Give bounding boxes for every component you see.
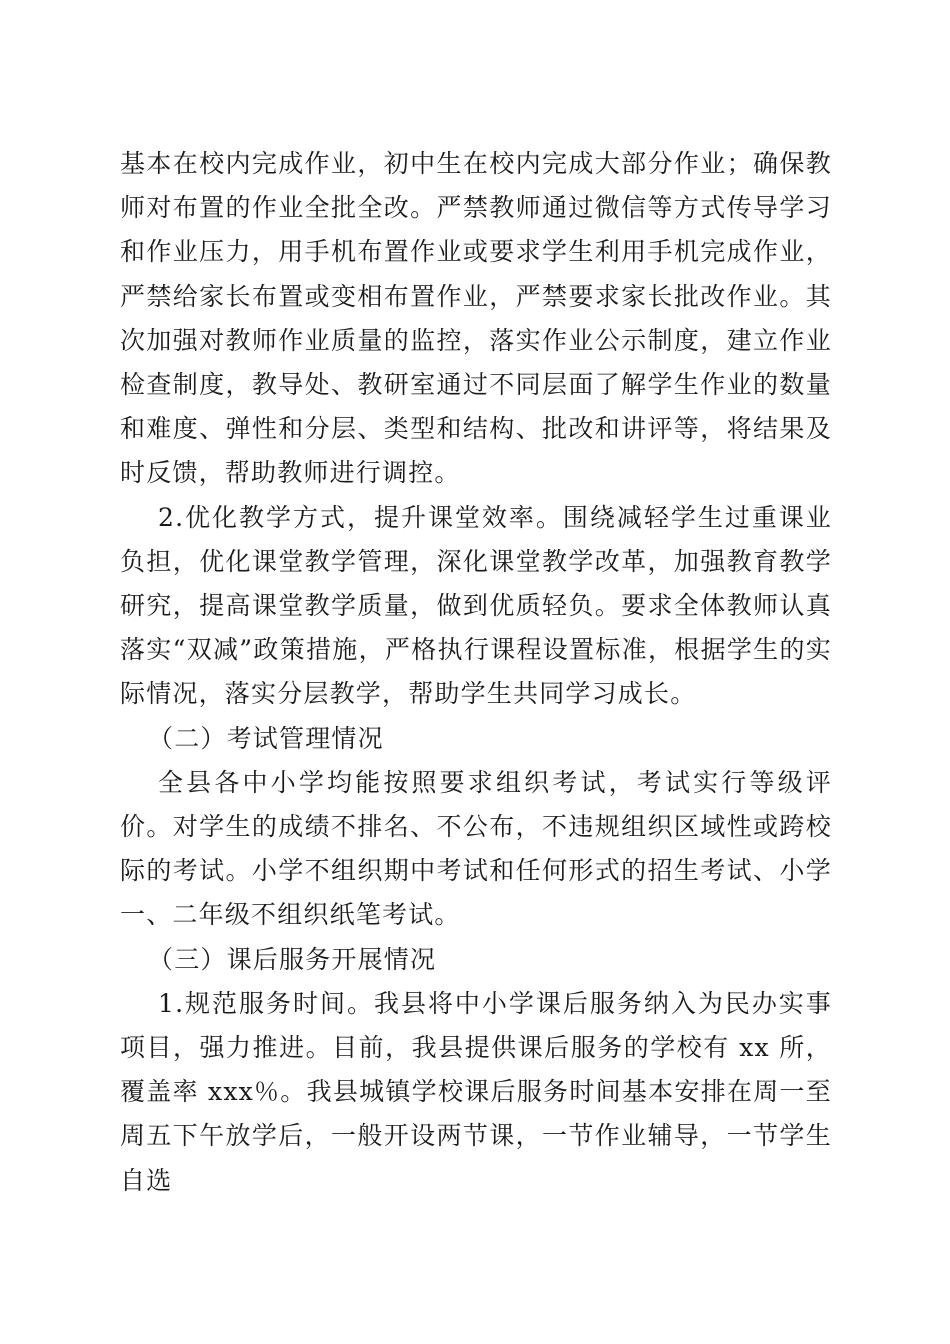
paragraph-service-time: 1.规范服务时间。我县将中小学课后服务纳入为民办实事项目，强力推进。目前，我县提供课后服务的学校有 xx 所，覆盖率 xxx％。我县城镇学校课后服务时间基本安排在周一至周五下午放学后，一般开设两节课，一节作业辅导，一节学生自选 (120, 988, 832, 1195)
paragraph-teaching-methods: 2.优化教学方式，提升课堂效率。围绕减轻学生过重课业负担，优化课堂教学管理，深化课堂教学改革，加强教育教学研究，提高课堂教学质量，做到优质轻负。要求全体教师认真落实“双减”政策措施，严格执行课程设置标准，根据学生的实际情况，落实分层教学，帮助学生共同学习成长。 (120, 502, 832, 709)
section-heading-exam-management: （二）考试管理情况 (148, 723, 384, 753)
document-body (120, 142, 832, 1203)
paragraph-homework-continued: 基本在校内完成作业，初中生在校内完成大部分作业；确保教师对布置的作业全批全改。严禁教师通过微信等方式传导学习和作业压力，用手机布置作业或要求学生利用手机完成作业，严禁给家长布置或变相布置作业，严禁要求家长批改作业。其次加强对教师作业质量的监控，落实作业公示制度，建立作业检查制度，教导处、教研室通过不同层面了解学生作业的数量和难度、弹性和分层、类型和结构、批改和讲评等，将结果及时反馈，帮助教师进行调控。 (120, 149, 832, 488)
section-heading-after-school-service: （三）课后服务开展情况 (148, 944, 437, 974)
paragraph-exam-management: 全县各中小学均能按照要求组织考试，考试实行等级评价。对学生的成绩不排名、不公布，不违规组织区域性或跨校际的考试。小学不组织期中考试和任何形式的招生考试、小学一、二年级不组织纸笔考试。 (120, 767, 832, 930)
